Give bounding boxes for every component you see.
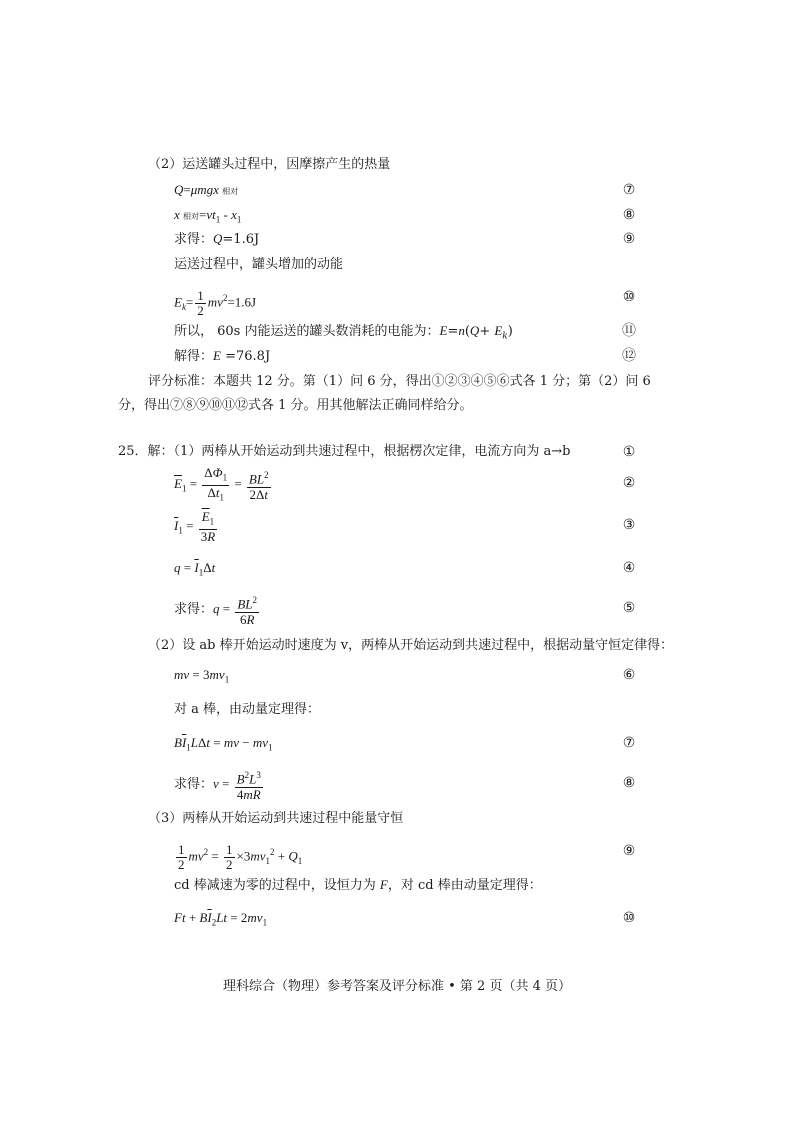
q25-eq8-prefix: 求得：: [174, 777, 214, 792]
marker-9: ⑨: [622, 231, 636, 247]
q24-eq7: Q=μmgx 相对: [174, 182, 239, 197]
q24-ek-text: 运送过程中，罐头增加的动能: [174, 257, 344, 272]
q25-eq2: $\overline{E}_1$ = $\frac{\Delta\Phi_1}{\Delta t_1}$ = $\frac{BL^2}{2\Delta t}$: [174, 465, 269, 503]
q24-eq11: 所以， 60s 内能运送的罐头数消耗的电能为：$E=n(Q+ E_k)$: [174, 323, 513, 342]
marker-q25-9: ⑨: [622, 843, 636, 859]
marker-q25-1: ①: [622, 444, 636, 460]
q25-part2: （2）设 ab 棒开始运动时速度为 v，两棒从开始运动到共速过程中，根据动量守恒定律得：: [148, 638, 674, 653]
marker-q25-6: ⑥: [622, 667, 636, 683]
q25-eq9: $\frac{1}{2}$ $mv^2$ = $\frac{1}{2}$ $\times 3mv_1^2 + Q_1$: [178, 841, 303, 872]
marker-7: ⑦: [622, 182, 636, 198]
marker-q25-4: ④: [622, 560, 636, 576]
q25-a-rod: 对 a 棒，由动量定理得：: [174, 702, 321, 717]
marker-8: ⑧: [622, 207, 636, 223]
q24-eq9: 求得：Q=1.6J: [174, 231, 260, 247]
q25-eq7: $B\overline{I}_1L\Delta t$ = mv − $mv_1$: [174, 735, 273, 753]
q25-eq5-prefix: 求得：: [174, 602, 214, 617]
q25-eq8: 求得：v = $\frac{B^2L^3}{4mR}$: [174, 770, 261, 802]
q25-eq10: $Ft + B\overline{I}_2Lt = 2mv_1$: [174, 910, 268, 928]
q25-intro: 25．解：（1）两棒从开始运动到共速过程中，根据楞次定律，电流方向为 a→b: [118, 444, 571, 459]
q25-eq4: $q = \overline{I}_1\Delta t$: [174, 560, 216, 578]
q25-eq6: mv = $3mv_1$: [174, 667, 230, 685]
marker-10: ⑩: [622, 289, 636, 305]
marker-q25-5: ⑤: [622, 600, 636, 616]
q24-eq8: x 相对$=vt_1 - x_1$: [174, 207, 242, 225]
marker-q25-8: ⑧: [622, 775, 636, 791]
marker-12: ⑫: [622, 348, 636, 364]
q24-eq10: $E_k=$ $\frac{1}{2}$ $mv^2=1.6J$: [174, 287, 257, 318]
marker-q25-7: ⑦: [622, 735, 636, 751]
marker-q25-2: ②: [622, 475, 636, 491]
q24-eq12: 解得：E =76.8J: [174, 348, 271, 364]
marker-q25-3: ③: [622, 517, 636, 533]
page-footer: 理科综合（物理）参考答案及评分标准 • 第 2 页（共 4 页）: [222, 979, 571, 994]
q25-cd-rod: cd 棒减速为零的过程中，设恒力为 F，对 cd 棒由动量定理得：: [174, 877, 542, 893]
scoring-standard: 评分标准：本题共 12 分。第（1）问 6 分，得出①②③④⑤⑥式各 1 分；第（2）问 6 分，得出⑦⑧⑨⑩⑪⑫式各 1 分。用其他解法正确同样给分。: [118, 374, 651, 413]
q25-eq3: $\overline{I}_1$ = $\frac{\overline{E}_1}{3R}$: [174, 509, 216, 544]
marker-q25-10: ⑩: [622, 910, 636, 926]
q24-part2-heading: （2）运送罐头过程中，因摩擦产生的热量: [148, 157, 391, 172]
marker-11: ⑪: [622, 323, 636, 339]
q25-eq5: 求得：q = $\frac{BL^2}{6R}$: [174, 595, 258, 627]
q25-part3: （3）两棒从开始运动到共速过程中能量守恒: [148, 811, 404, 826]
